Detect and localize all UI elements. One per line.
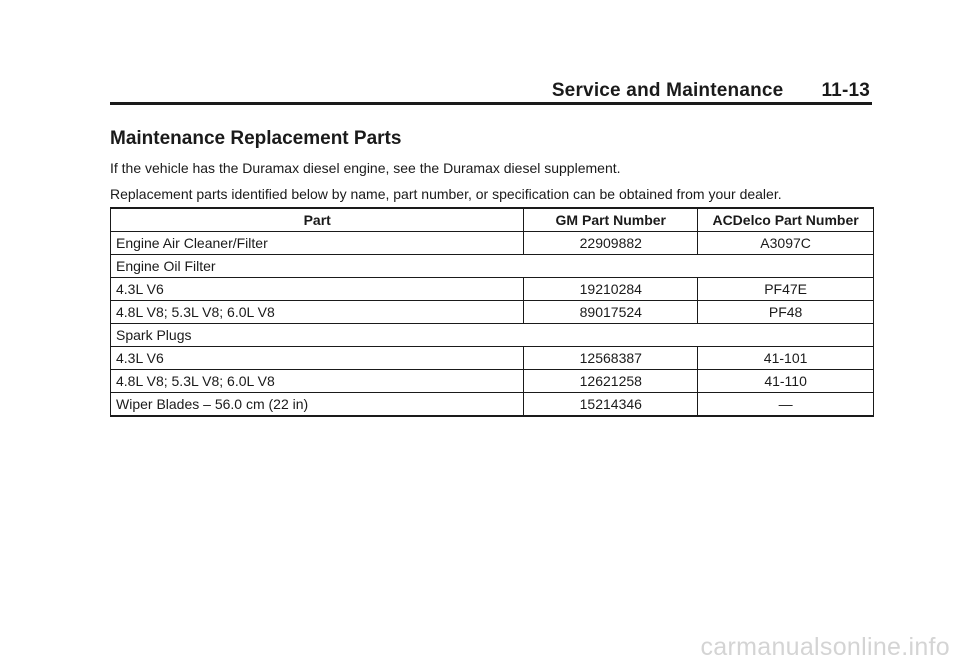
column-header-part: Part [111, 208, 524, 232]
table-group-row [111, 255, 874, 278]
part-cell: 4.3L V6 [111, 278, 524, 301]
table-row [111, 301, 874, 324]
part-cell: Engine Air Cleaner/Filter [111, 232, 524, 255]
gm-part-number-cell: 19210284 [524, 278, 698, 301]
part-cell: 4.3L V6 [111, 347, 524, 370]
column-header-gm-part-number: GM Part Number [524, 208, 698, 232]
acdelco-part-number-cell: — [698, 393, 874, 417]
diesel-note-paragraph: If the vehicle has the Duramax diesel engine, see the Duramax diesel supplement. [110, 160, 621, 176]
gm-part-number-cell: 12621258 [524, 370, 698, 393]
part-group-cell: Spark Plugs [111, 324, 874, 347]
table-row [111, 278, 874, 301]
column-header-acdelco-part-number: ACDelco Part Number [698, 208, 874, 232]
table-row [111, 370, 874, 393]
table-header-row [111, 208, 874, 232]
replacement-parts-table [110, 207, 874, 417]
page-header [110, 80, 870, 102]
watermark: carmanualsonline.info [700, 633, 950, 661]
acdelco-part-number-cell: A3097C [698, 232, 874, 255]
acdelco-part-number-cell: PF48 [698, 301, 874, 324]
gm-part-number-cell: 22909882 [524, 232, 698, 255]
acdelco-part-number-cell: 41-110 [698, 370, 874, 393]
table-group-row [111, 324, 874, 347]
section-title: Maintenance Replacement Parts [110, 128, 402, 149]
part-cell: 4.8L V8; 5.3L V8; 6.0L V8 [111, 301, 524, 324]
header-rule [110, 102, 872, 105]
acdelco-part-number-cell: PF47E [698, 278, 874, 301]
gm-part-number-cell: 15214346 [524, 393, 698, 417]
gm-part-number-cell: 12568387 [524, 347, 698, 370]
part-cell: 4.8L V8; 5.3L V8; 6.0L V8 [111, 370, 524, 393]
section-name: Service and Maintenance [551, 80, 784, 101]
part-cell: Wiper Blades – 56.0 cm (22 in) [111, 393, 524, 417]
table-row [111, 232, 874, 255]
table-row [111, 347, 874, 370]
table-row [111, 393, 874, 417]
page-number: 11-13 [821, 80, 870, 101]
gm-part-number-cell: 89017524 [524, 301, 698, 324]
dealer-note-paragraph: Replacement parts identified below by name, part number, or specification can be obtained from your dealer. [110, 186, 782, 202]
acdelco-part-number-cell: 41-101 [698, 347, 874, 370]
part-group-cell: Engine Oil Filter [111, 255, 874, 278]
